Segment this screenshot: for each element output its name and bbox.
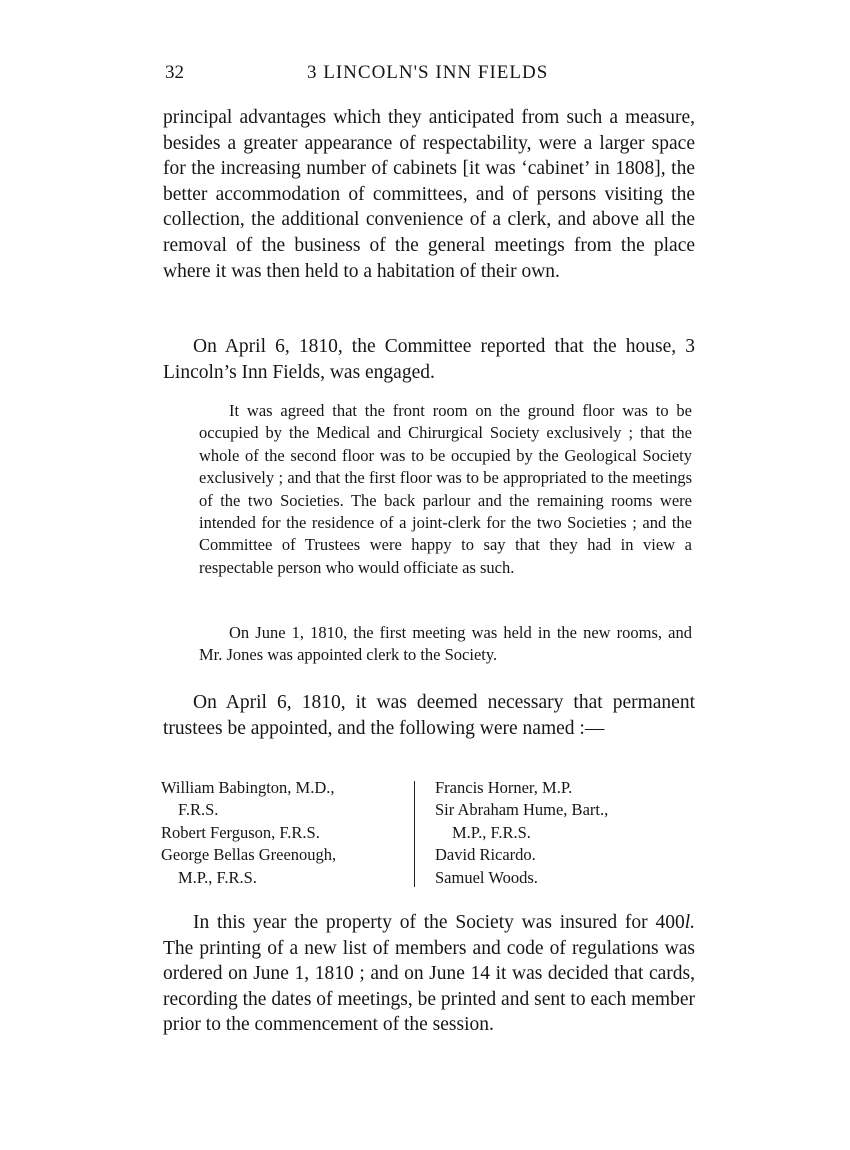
trustee-credentials: M.P., F.R.S.	[178, 867, 257, 887]
trustee-name: Francis Horner, M.P.	[435, 778, 573, 797]
trustee-entry	[161, 844, 399, 889]
page-number: 32	[165, 62, 184, 83]
trustee-entry	[435, 799, 701, 844]
paragraph-trustees-appointed: On April 6, 1810, it was deemed necessary that permanent trustees be appointed, and the following were named :—	[163, 692, 695, 739]
trustee-entry	[435, 867, 701, 889]
trustees-column-right	[435, 777, 701, 889]
trustee-name: Robert Ferguson, F.R.S.	[161, 822, 320, 842]
trustee-name: Sir Abraham Hume, Bart.,	[435, 800, 609, 820]
running-head: 3 LINCOLN'S INN FIELDS	[307, 62, 549, 83]
trustee-name: David Ricardo.	[435, 845, 536, 865]
trustee-entry	[435, 844, 701, 866]
page-header	[165, 62, 700, 92]
pound-sign: l.	[684, 912, 695, 933]
trustees-column-left	[161, 777, 399, 889]
trustees-list	[161, 777, 701, 892]
trustee-credentials: F.R.S.	[178, 800, 219, 820]
quote-room-allocation: It was agreed that the front room on the ground floor was to be occupied by the Medical and Chirurgical Society exclusively ; that the whole of the second floor was to be occupied by the Geological Society exclusively ; and that the first floor was to be appropriated to the meetings of the two Societies. The back parlour and the remaining rooms were intended for the residence of a joint-clerk for the two Societies ; and the Committee of Trustees were happy to say that they had in view a respectable person who would officiate as such.	[199, 401, 692, 577]
paragraph-advantages: principal advantages which they anticipated from such a measure, besides a greater appearance of respectability, were a larger space for the increasing number of cabinets [it was ‘cabinet’ in 1808], the better accommodation of committees, and of persons visiting the collection, the additional convenience of a clerk, and above all the removal of the business of the general meetings from the place where it was then held to a habitation of their own.	[163, 107, 695, 282]
insurance-text-end: The printing of a new list of members and code of regulations was ordered on June 1, 1810 ; and on June 14 it was decided that cards, recording the dates of meetings, be printed and sent to each member prior to the commencement of the session.	[163, 937, 695, 1036]
trustee-entry	[161, 777, 399, 822]
paragraph-insurance	[163, 910, 695, 1038]
trustee-entry	[161, 822, 399, 844]
trustee-entry	[435, 777, 701, 799]
column-divider	[414, 781, 415, 887]
quote-first-meeting: On June 1, 1810, the first meeting was held in the new rooms, and Mr. Jones was appointed clerk to the Society.	[199, 623, 692, 665]
trustee-name: William Babington, M.D.,	[161, 778, 335, 797]
trustee-name: George Bellas Greenough,	[161, 845, 337, 865]
trustee-credentials: M.P., F.R.S.	[452, 822, 531, 842]
insurance-text-start: In this year the property of the Society was insured for 400	[193, 912, 685, 933]
trustee-name: Samuel Woods.	[435, 867, 538, 887]
paragraph-house-engaged: On April 6, 1810, the Committee reported that the house, 3 Lincoln’s Inn Fields, was engaged.	[163, 336, 695, 383]
